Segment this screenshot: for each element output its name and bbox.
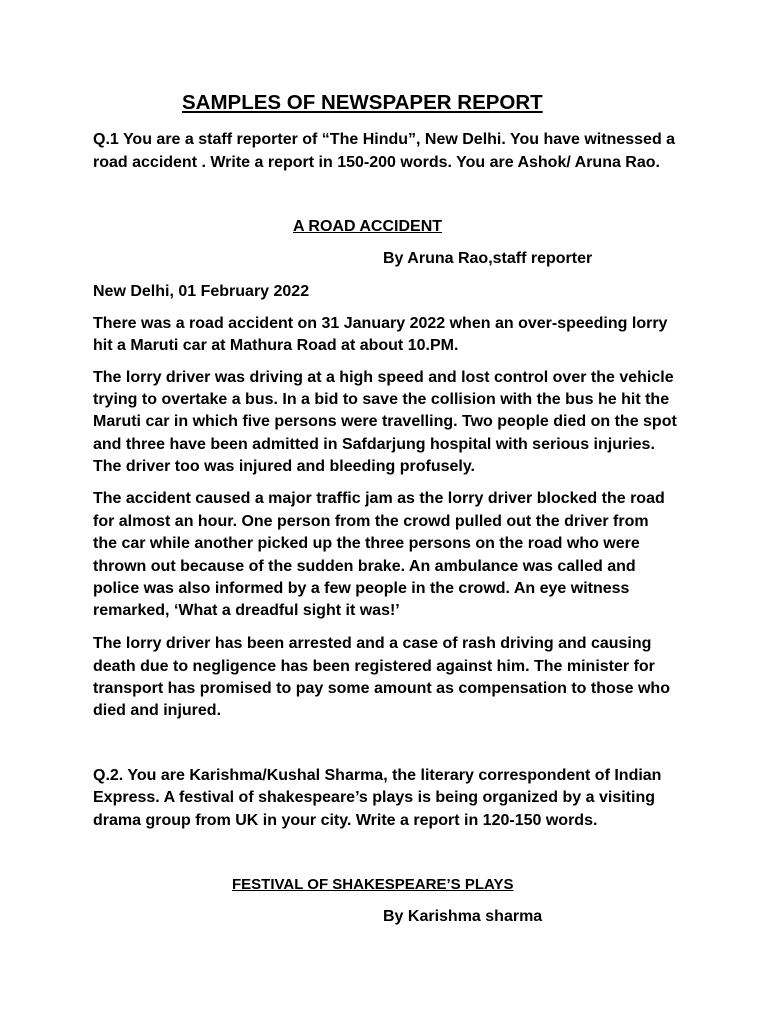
question-1-line: Q.1 You are a staff reporter of “The Hindu”, New Delhi. You have witnessed a — [93, 131, 676, 148]
report-1-byline: By Aruna Rao,staff reporter — [383, 250, 593, 267]
report-1-paragraph-4-line: transport has promised to pay some amount as compensation to those who — [93, 680, 670, 697]
question-2-line: drama group from UK in your city. Write a report in 120-150 words. — [93, 812, 598, 829]
page-title: SAMPLES OF NEWSPAPER REPORT — [182, 91, 543, 114]
report-1-paragraph-3-line: remarked, ‘What a dreadful sight it was!’ — [93, 602, 400, 619]
report-1-paragraph-3-line: for almost an hour. One person from the crowd pulled out the driver from — [93, 513, 649, 530]
report-1-paragraph-3-line: The accident caused a major traffic jam as the lorry driver blocked the road — [93, 490, 665, 507]
report-1-paragraph-4-line: The lorry driver has been arrested and a case of rash driving and causing — [93, 635, 652, 652]
report-1-paragraph-1-line: hit a Maruti car at Mathura Road at about 10.PM. — [93, 337, 459, 354]
report-1-paragraph-2-line: trying to overtake a bus. In a bid to save the collision with the bus he hit the — [93, 391, 670, 408]
report-2-heading: FESTIVAL OF SHAKESPEARE’S PLAYS — [232, 876, 514, 893]
report-1-paragraph-2-line: Maruti car in which five persons were travelling. Two people died on the spot — [93, 413, 677, 430]
report-1-paragraph-3-line: thrown out because of the sudden brake. An ambulance was called and — [93, 558, 636, 575]
report-1-paragraph-2-line: The lorry driver was driving at a high speed and lost control over the vehicle — [93, 369, 674, 386]
report-1-paragraph-1-line: There was a road accident on 31 January 2022 when an over-speeding lorry — [93, 315, 668, 332]
report-1-paragraph-4-line: death due to negligence has been registered against him. The minister for — [93, 658, 655, 675]
report-1-paragraph-2-line: and three have been admitted in Safdarjung hospital with serious injuries. — [93, 436, 655, 453]
report-1-paragraph-3-line: the car while another picked up the three persons on the road who were — [93, 535, 640, 552]
report-1-dateline: New Delhi, 01 February 2022 — [93, 283, 310, 300]
report-2-byline: By Karishma sharma — [383, 908, 543, 925]
report-1-paragraph-4-line: died and injured. — [93, 702, 222, 719]
question-1-line: road accident . Write a report in 150-200 words. You are Ashok/ Aruna Rao. — [93, 154, 660, 171]
question-2-line: Express. A festival of shakespeare’s plays is being organized by a visiting — [93, 789, 655, 806]
report-1-paragraph-3-line: police was also informed by a few people in the crowd. An eye witness — [93, 580, 630, 597]
report-1-paragraph-2-line: The driver too was injured and bleeding profusely. — [93, 458, 475, 475]
report-1-heading: A ROAD ACCIDENT — [293, 218, 443, 235]
question-2-line: Q.2. You are Karishma/Kushal Sharma, the literary correspondent of Indian — [93, 767, 662, 784]
